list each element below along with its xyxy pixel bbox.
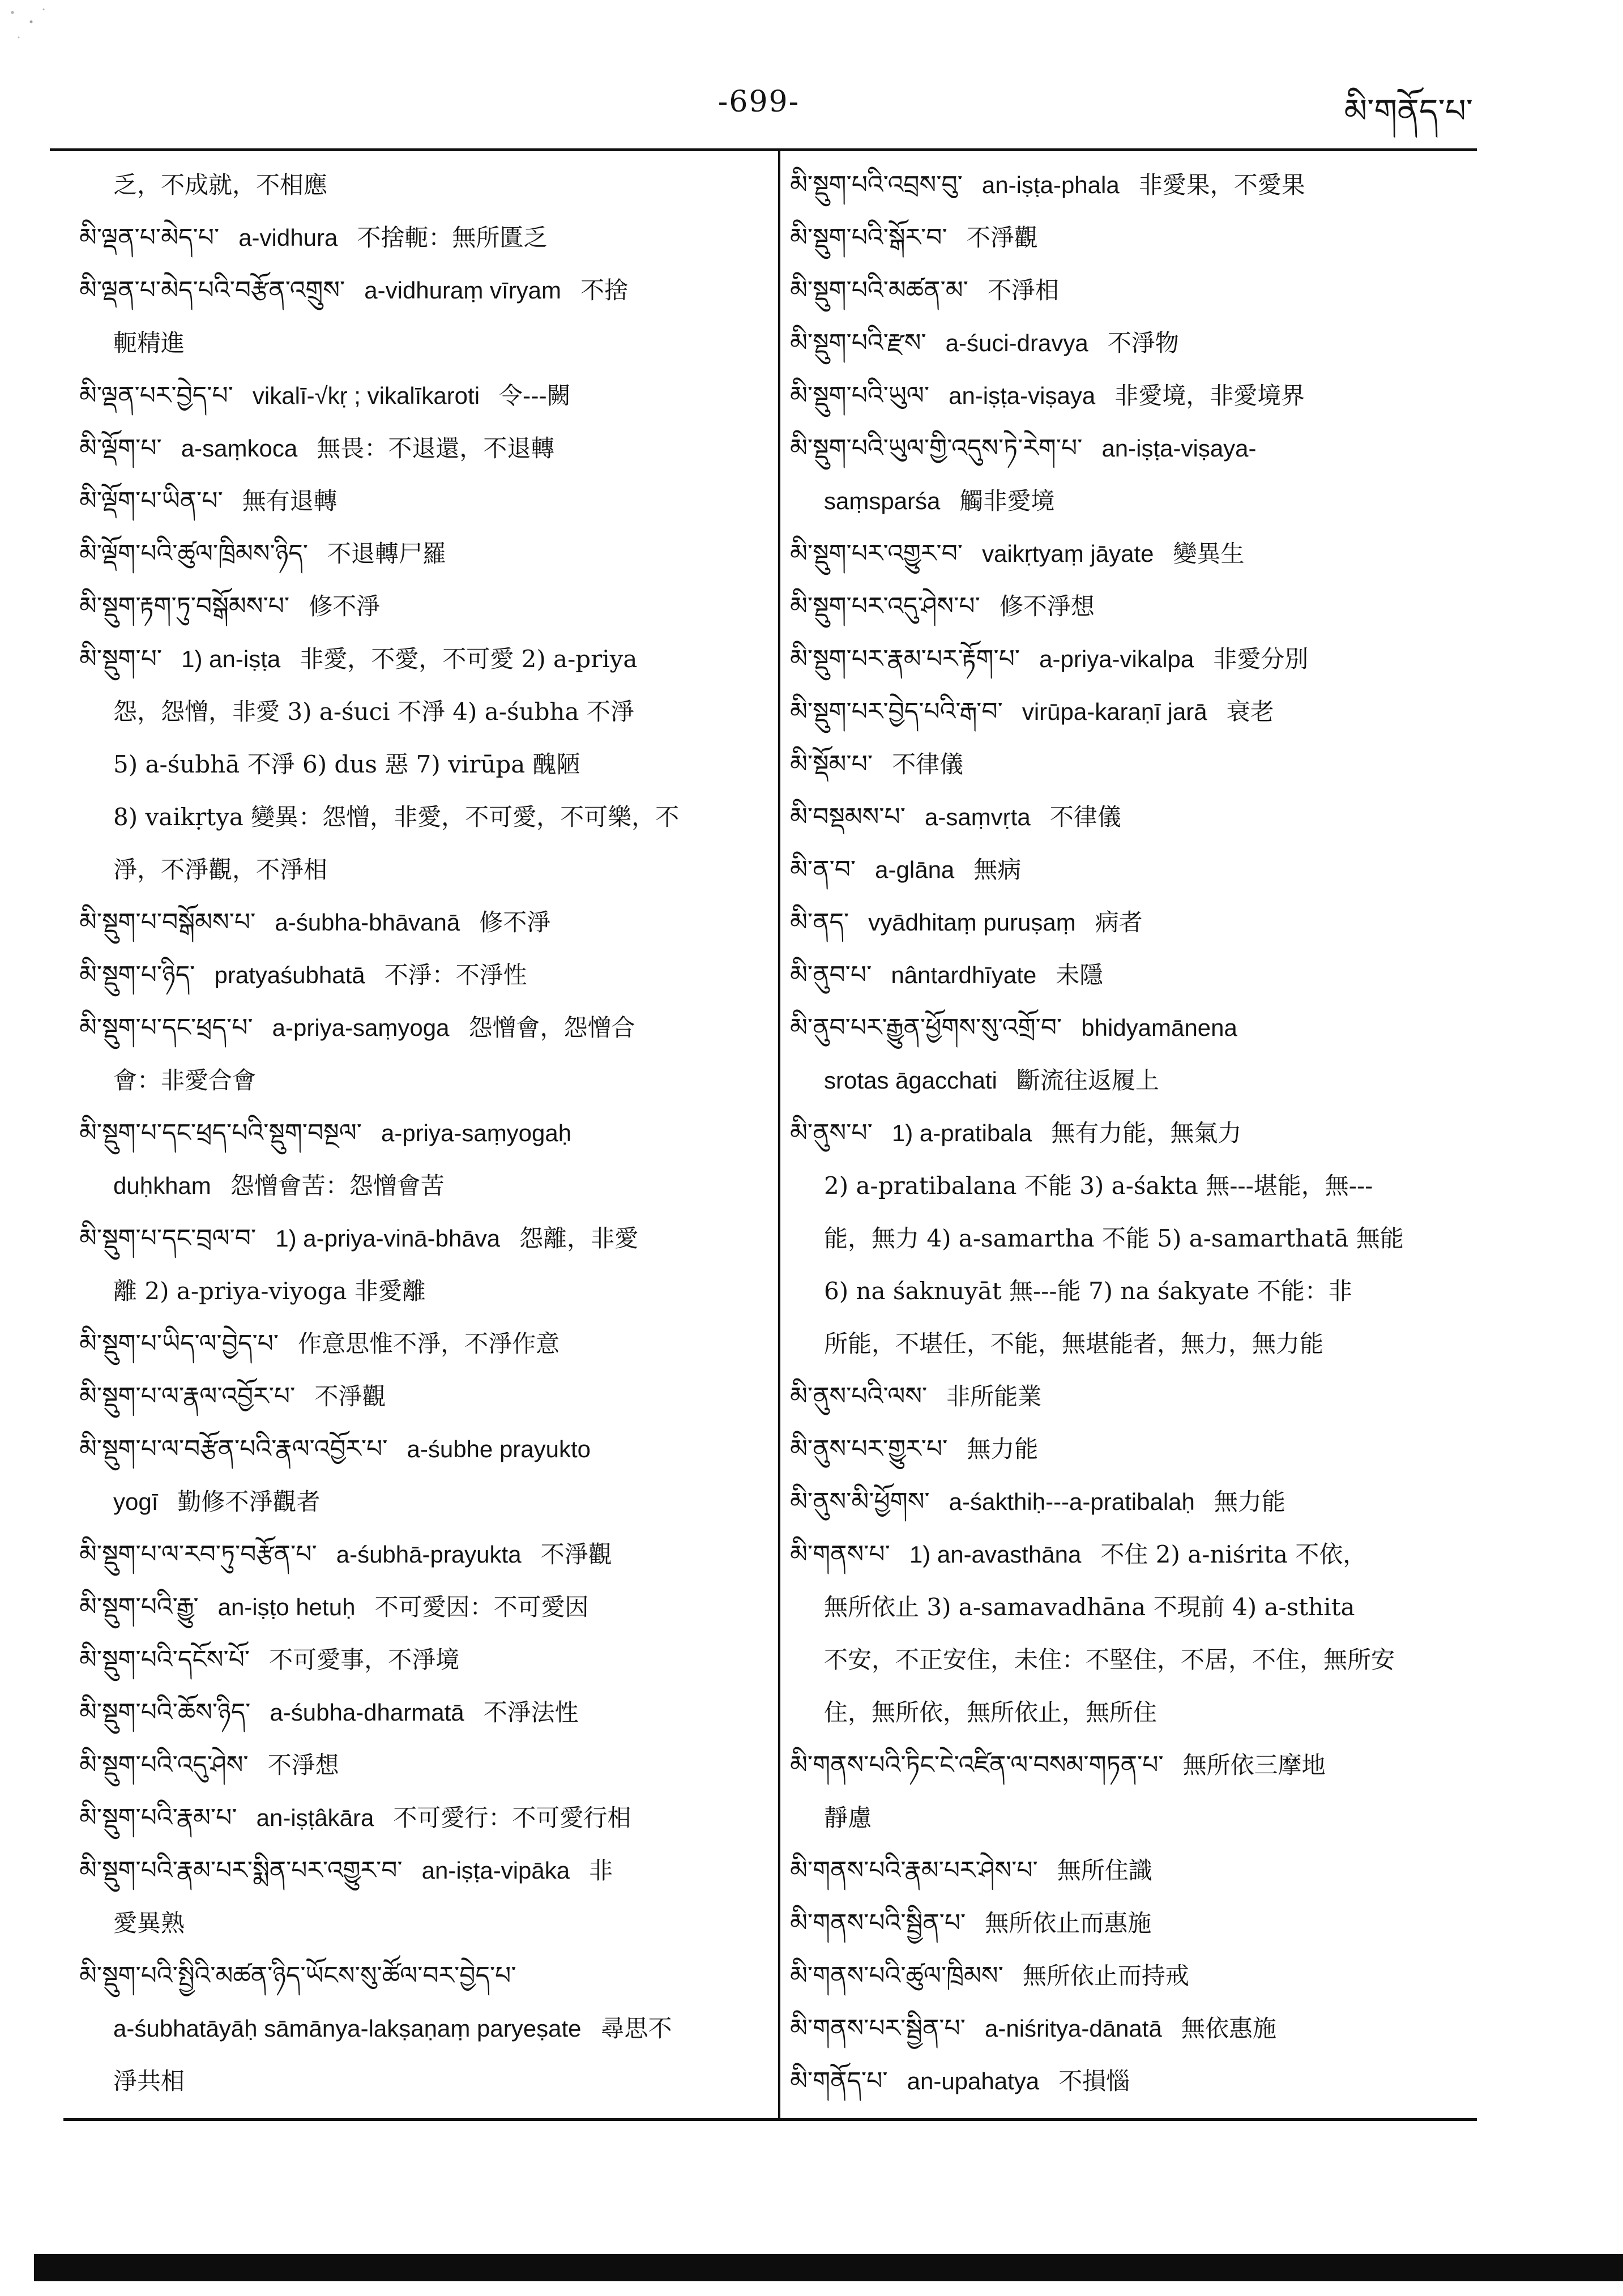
entry-line	[790, 896, 1475, 949]
sanskrit-equivalent: a-śubhatāyāḥ sāmānya-lakṣaṇaṃ paryeṣate	[113, 2015, 582, 2042]
sanskrit-equivalent: a-niśritya-dānatā	[984, 2015, 1162, 2042]
sanskrit-equivalent: a-śubha-dharmatā	[270, 1699, 464, 1726]
entry-line	[790, 317, 1475, 369]
sanskrit-equivalent: saṃsparśa	[824, 488, 941, 514]
right-column	[790, 159, 1475, 2107]
entry-line	[79, 369, 759, 422]
tibetan-headword: མི་གནས་པར་སྦྱིན་པ་	[790, 2014, 966, 2043]
entry-line	[79, 580, 759, 633]
entry-line	[790, 1317, 1475, 1370]
entry-line	[79, 159, 759, 211]
chinese-gloss: 不淨法性	[483, 1698, 579, 1726]
tibetan-headword: མི་ལྡོག་པ་	[79, 434, 162, 463]
chinese-gloss: 無力能	[1214, 1488, 1285, 1516]
entry-line	[790, 1054, 1475, 1107]
entry-line	[790, 843, 1475, 896]
sanskrit-equivalent: a-priya-saṃyogaḥ	[381, 1120, 572, 1146]
tibetan-headword: མི་ནུབ་པར་རྒྱུན་ཕྱོགས་སུ་འགྲོ་བ་	[790, 1013, 1062, 1042]
chinese-gloss: 變異生	[1173, 540, 1245, 567]
entry-line	[790, 211, 1475, 264]
chinese-gloss: 5) a-śubhā 不淨 6) dus 惡 7) virūpa 醜陋	[113, 750, 580, 778]
entry-line	[79, 422, 759, 475]
entry-line	[79, 1212, 759, 1265]
entry-line	[79, 1370, 759, 1423]
entry-line	[790, 1159, 1475, 1212]
chinese-gloss: 不淨觀	[314, 1382, 386, 1410]
entry-line	[79, 475, 759, 527]
chinese-gloss: 軛精進	[113, 329, 185, 357]
tibetan-headword: མི་སྡུག་པ་དང་ཕྲད་པའི་སྡུག་བསྔལ་	[79, 1119, 362, 1147]
chinese-gloss: 8) vaikṛtya 變異：怨憎，非愛，不可愛，不可樂，不	[113, 803, 680, 831]
entry-line	[790, 1897, 1475, 1949]
chinese-gloss: 不捨	[580, 276, 629, 304]
chinese-gloss: 非愛境，非愛境界	[1114, 382, 1305, 409]
chinese-gloss: 無有力能，無氣力	[1051, 1119, 1242, 1147]
chinese-gloss: 離 2) a-priya-viyoga 非愛離	[113, 1277, 426, 1305]
entry-line	[790, 1423, 1475, 1475]
chinese-gloss: 不淨相	[987, 276, 1059, 304]
tibetan-headword: མི་སྡུག་པ་ལ་བརྩོན་པའི་རྣལ་འབྱོར་པ་	[79, 1435, 388, 1463]
chinese-gloss: 2) a-pratibalana 不能 3) a-śakta 無---堪能，無---	[824, 1172, 1373, 1200]
tibetan-headword: མི་སྡུག་པ་	[79, 645, 163, 673]
tibetan-headword: མི་སྡུག་པའི་ཡུལ་གྱི་འདུས་ཏེ་རེག་པ་	[790, 434, 1083, 463]
tibetan-headword: མི་ནུས་པའི་ལས་	[790, 1382, 928, 1411]
entry-line	[790, 527, 1475, 580]
chinese-gloss: 淨，不淨觀，不淨相	[113, 856, 328, 884]
entry-line	[79, 1423, 759, 1475]
sanskrit-equivalent: a-priya-vikalpa	[1039, 646, 1194, 672]
chinese-gloss: 不退轉尸羅	[327, 540, 447, 567]
chinese-gloss: 不住 2) a-niśrita 不依，	[1100, 1540, 1367, 1568]
sanskrit-equivalent: virūpa-karaṇī jarā	[1022, 698, 1207, 725]
chinese-gloss: 無依惠施	[1181, 2015, 1276, 2042]
entry-line	[790, 2055, 1475, 2107]
sanskrit-equivalent: an-upahatya	[907, 2068, 1040, 2094]
chinese-gloss: 不捨軛：無所匱乏	[357, 224, 548, 251]
chinese-gloss: 非所能業	[946, 1382, 1042, 1410]
sanskrit-equivalent: a-śuci-dravya	[945, 330, 1088, 356]
tibetan-headword: མི་སྡོམ་པ་	[790, 750, 873, 779]
chinese-gloss: 非愛果，不愛果	[1138, 171, 1305, 199]
sanskrit-equivalent: a-saṃvṛta	[924, 804, 1031, 830]
entry-line	[79, 1791, 759, 1844]
chinese-gloss: 非	[589, 1857, 613, 1884]
chinese-gloss: 淨共相	[113, 2067, 185, 2095]
chinese-gloss: 觸非愛境	[959, 487, 1055, 515]
tibetan-headword: མི་སྡུག་པའི་འདུ་ཤེས་	[79, 1751, 249, 1779]
tibetan-headword: མི་སྡུག་པ་དང་ཕྲད་པ་	[79, 1013, 253, 1042]
sanskrit-equivalent: an-iṣṭa-vipāka	[421, 1857, 570, 1884]
entry-line	[79, 1949, 759, 2002]
entry-line	[79, 843, 759, 896]
entry-line	[79, 949, 759, 1001]
tibetan-headword: མི་སྡུག་པའི་འབྲས་བུ་	[790, 170, 963, 199]
entry-line	[79, 264, 759, 317]
entry-line	[790, 159, 1475, 211]
entry-line	[79, 1581, 759, 1633]
chinese-gloss: 修不淨	[309, 592, 381, 620]
chinese-gloss: 不淨觀	[540, 1540, 612, 1568]
entry-line	[79, 527, 759, 580]
sanskrit-equivalent: a-vidhuraṃ vīryam	[364, 277, 562, 304]
tibetan-headword: མི་སྡུག་པར་འགྱུར་བ་	[790, 539, 963, 568]
entry-line	[790, 1633, 1475, 1686]
entry-line	[790, 1686, 1475, 1739]
chinese-gloss: 不淨想	[267, 1751, 339, 1779]
chinese-gloss: 無畏：不退還，不退轉	[317, 434, 555, 462]
scan-speck	[0, 0, 62, 62]
tibetan-headword: མི་ན་བ་	[790, 855, 856, 884]
sanskrit-equivalent: a-vidhura	[238, 224, 338, 251]
tibetan-headword: མི་སྡུག་པར་བྱེད་པའི་རྒ་བ་	[790, 697, 1003, 726]
tibetan-headword: མི་སྡུག་པའི་ཡུལ་	[790, 381, 930, 410]
tibetan-headword: མི་ནུས་པ་	[790, 1119, 873, 1147]
entry-line	[790, 1475, 1475, 1528]
sanskrit-equivalent: an-iṣṭa-viṣaya	[949, 382, 1096, 409]
chinese-gloss: 非愛，不愛，不可愛 2) a-priya	[300, 645, 638, 673]
sanskrit-equivalent: a-śakthiḥ---a-pratibalaḥ	[949, 1488, 1195, 1515]
tibetan-headword: མི་སྡུག་པ་དང་བྲལ་བ་	[79, 1224, 257, 1253]
entry-line	[79, 791, 759, 843]
tibetan-headword: མི་སྡུག་པའི་རྣམ་པར་སྨིན་པར་འགྱུར་བ་	[79, 1856, 403, 1885]
page-number: -699-	[717, 85, 800, 119]
entry-line	[790, 949, 1475, 1001]
chinese-gloss: 修不淨想	[999, 592, 1095, 620]
entry-line	[790, 738, 1475, 791]
sanskrit-equivalent: a-glāna	[875, 856, 955, 883]
chinese-gloss: 不律儀	[1049, 803, 1121, 831]
sanskrit-equivalent: an-iṣṭa-viṣaya-	[1101, 435, 1257, 462]
tibetan-headword: མི་སྡུག་པའི་རྫས་	[790, 328, 926, 357]
tibetan-headword: མི་ནུབ་པ་	[790, 961, 872, 989]
chinese-gloss: 不損惱	[1058, 2067, 1130, 2095]
sanskrit-equivalent: yogī	[113, 1488, 159, 1515]
entry-line	[790, 580, 1475, 633]
sanskrit-equivalent: a-priya-saṃyoga	[272, 1014, 450, 1041]
sanskrit-equivalent: bhidyamānena	[1081, 1014, 1237, 1041]
entry-line	[79, 685, 759, 738]
sanskrit-equivalent: 1) a-priya-vinā-bhāva	[275, 1225, 501, 1252]
sanskrit-equivalent: a-śubha-bhāvanā	[275, 909, 460, 936]
entry-line	[79, 1686, 759, 1739]
entry-line	[790, 422, 1475, 475]
tibetan-headword: མི་གནས་པའི་ཚུལ་ཁྲིམས་	[790, 1961, 1003, 1990]
entry-line	[79, 633, 759, 685]
tibetan-headword: མི་ནུས་པར་གྱུར་པ་	[790, 1435, 948, 1463]
chinese-gloss: 修不淨	[479, 908, 551, 936]
tibetan-headword: མི་གནས་པའི་ཏིང་ངེ་འཛིན་ལ་བསམ་གཏན་པ་	[790, 1751, 1164, 1779]
entry-line	[790, 1581, 1475, 1633]
chinese-gloss: 令---闕	[499, 382, 571, 409]
sanskrit-equivalent: pratyaśubhatā	[214, 962, 365, 988]
scan-edge-bar	[34, 2254, 1623, 2281]
entry-line	[790, 2002, 1475, 2055]
entry-line	[790, 369, 1475, 422]
tibetan-headword: མི་ནད་	[790, 908, 849, 937]
entry-line	[79, 1054, 759, 1107]
entry-line	[790, 1739, 1475, 1791]
tibetan-headword: མི་སྡུག་པའི་རྣམ་པ་	[79, 1803, 237, 1832]
top-rule	[50, 148, 1477, 151]
entry-line	[79, 317, 759, 369]
tibetan-headword: མི་སྡུག་པའི་མཚན་མ་	[790, 276, 968, 305]
chinese-gloss: 不可愛事，不淨境	[269, 1646, 460, 1674]
entry-line	[79, 1739, 759, 1791]
entry-line	[790, 1528, 1475, 1581]
chinese-gloss: 勤修不淨觀者	[177, 1488, 321, 1516]
entry-line	[79, 1528, 759, 1581]
entry-line	[790, 1212, 1475, 1265]
sanskrit-equivalent: vikalī-√kṛ ; vikalīkaroti	[252, 382, 480, 409]
tibetan-headword: མི་སྡུག་པའི་དངོས་པོ་	[79, 1645, 250, 1674]
entry-line	[79, 1475, 759, 1528]
sanskrit-equivalent: 1) an-avasthāna	[909, 1541, 1082, 1568]
chinese-gloss: 靜慮	[824, 1804, 872, 1832]
chinese-gloss: 怨，怨憎，非愛 3) a-śuci 不淨 4) a-śubha 不淨	[113, 698, 634, 725]
chinese-gloss: 能，無力 4) a-samartha 不能 5) a-samarthatā 無能	[824, 1224, 1404, 1252]
entry-line	[790, 1370, 1475, 1423]
chinese-gloss: 愛異熟	[113, 1909, 185, 1937]
entry-line	[79, 1844, 759, 1897]
chinese-gloss: 無有退轉	[242, 487, 338, 515]
chinese-gloss: 尋思不	[600, 2015, 672, 2042]
chinese-gloss: 無所住識	[1057, 1857, 1152, 1884]
entry-line	[79, 1317, 759, 1370]
entry-line	[79, 1265, 759, 1317]
entry-line	[790, 475, 1475, 527]
tibetan-headword: མི་སྡུག་པར་འདུ་ཤེས་པ་	[790, 592, 980, 621]
chinese-gloss: 所能，不堪任，不能，無堪能者，無力，無力能	[824, 1330, 1324, 1358]
tibetan-headword: མི་སྡུག་པ་ལ་རྣལ་འབྱོར་པ་	[79, 1382, 296, 1411]
entry-line	[790, 1791, 1475, 1844]
entry-line	[79, 2055, 759, 2107]
entry-line	[79, 1001, 759, 1054]
entry-line	[790, 1265, 1475, 1317]
sanskrit-equivalent: 1) a-pratibala	[891, 1120, 1032, 1146]
tibetan-headword: མི་སྡུག་པའི་སྤྱིའི་མཚན་ཉིད་ཡོངས་སུ་ཚོལ་བར་བྱེད་པ་	[79, 1961, 516, 1990]
entry-line	[790, 791, 1475, 843]
sanskrit-equivalent: an-iṣṭo hetuḥ	[217, 1594, 356, 1620]
tibetan-headword: མི་གནོད་པ་	[790, 2067, 888, 2096]
tibetan-headword: མི་ནུས་མི་ཕྱོགས་	[790, 1487, 930, 1516]
chinese-gloss: 無所依止而持戒	[1022, 1962, 1189, 1990]
chinese-gloss: 無所依止而惠施	[985, 1909, 1152, 1937]
tibetan-headword: མི་ལྡན་པ་མེད་པའི་བརྩོན་འགྲུས་	[79, 276, 345, 305]
tibetan-headword: མི་སྡུག་པ་ལ་རབ་ཏུ་བརྩོན་པ་	[79, 1540, 317, 1569]
tibetan-headword: མི་ལྡན་པ་མེད་པ་	[79, 223, 220, 252]
chinese-gloss: 非愛分別	[1213, 645, 1309, 673]
entry-line	[79, 1897, 759, 1949]
sanskrit-equivalent: a-śubhe prayukto	[407, 1436, 591, 1462]
sanskrit-equivalent: an-iṣṭâkāra	[256, 1804, 374, 1831]
tibetan-headword: མི་བསྡམས་པ་	[790, 803, 906, 831]
chinese-gloss: 怨離，非愛	[519, 1224, 639, 1252]
sanskrit-equivalent: duḥkham	[113, 1172, 211, 1199]
entry-line	[790, 633, 1475, 685]
chinese-gloss: 無所依止 3) a-samavadhāna 不現前 4) a-sthita	[824, 1593, 1355, 1621]
entry-line	[790, 264, 1475, 317]
entry-line	[79, 1159, 759, 1212]
sanskrit-equivalent: an-iṣṭa-phala	[981, 172, 1120, 198]
tibetan-headword: མི་སྡུག་པའི་རྒྱུ་	[79, 1593, 199, 1621]
tibetan-headword: མི་སྡུག་རྟག་ཏུ་བསྒོམས་པ་	[79, 592, 290, 621]
chinese-gloss: 怨憎會，怨憎合	[468, 1014, 635, 1042]
entry-line	[790, 1949, 1475, 2002]
chinese-gloss: 會：非愛合會	[113, 1066, 257, 1094]
chinese-gloss: 住，無所依，無所依止，無所住	[824, 1698, 1158, 1726]
chinese-gloss: 不可愛因：不可愛因	[374, 1593, 589, 1621]
left-column	[79, 159, 759, 2107]
chinese-gloss: 不安，不正安住，未住：不堅住，不居，不住，無所安	[824, 1646, 1395, 1674]
tibetan-headword: མི་ལྡན་པར་བྱེད་པ་	[79, 381, 233, 410]
sanskrit-equivalent: nântardhīyate	[891, 962, 1037, 988]
entry-line	[790, 1844, 1475, 1897]
entry-line	[79, 2002, 759, 2055]
entry-line	[790, 1107, 1475, 1159]
chinese-gloss: 無所依三摩地	[1182, 1751, 1326, 1779]
bottom-rule	[63, 2118, 1477, 2121]
chinese-gloss: 斷流往返履上	[1016, 1066, 1159, 1094]
tibetan-headword: མི་གནས་པའི་སྦྱིན་པ་	[790, 1909, 966, 1937]
tibetan-headword: མི་སྡུག་པ་བསྒོམས་པ་	[79, 908, 256, 937]
tibetan-headword: མི་སྡུག་པའི་ཆོས་ཉིད་	[79, 1698, 251, 1727]
entry-line	[79, 896, 759, 949]
chinese-gloss: 衰老	[1226, 698, 1274, 725]
tibetan-headword: མི་སྡུག་པ་ཉིད་	[79, 961, 195, 989]
tibetan-headword: མི་གནས་པའི་རྣམ་པར་ཤེས་པ་	[790, 1856, 1038, 1885]
entry-line	[79, 211, 759, 264]
column-divider	[778, 148, 780, 2120]
chinese-gloss: 作意思惟不淨，不淨作意	[298, 1330, 560, 1358]
tibetan-headword: མི་གནས་པ་	[790, 1540, 890, 1569]
chinese-gloss: 無病	[973, 856, 1022, 884]
chinese-gloss: 不淨：不淨性	[384, 961, 527, 989]
tibetan-headword: མི་སྡུག་པར་རྣམ་པར་རྟོག་པ་	[790, 645, 1020, 673]
chinese-gloss: 無力能	[967, 1435, 1039, 1463]
chinese-gloss: 乏，不成就，不相應	[113, 171, 328, 199]
chinese-gloss: 不淨觀	[966, 224, 1038, 251]
sanskrit-equivalent: a-saṃkoca	[181, 435, 298, 462]
tibetan-headword: མི་སྡུག་པའི་སྒོར་བ་	[790, 223, 947, 252]
sanskrit-equivalent: 1) an-iṣṭa	[181, 646, 281, 672]
sanskrit-equivalent: vaikṛtyaṃ jāyate	[982, 540, 1154, 567]
chinese-gloss: 怨憎會苦：怨憎會苦	[230, 1172, 445, 1200]
chinese-gloss: 未隱	[1056, 961, 1104, 989]
entry-line	[790, 685, 1475, 738]
tibetan-headword: མི་ལྡོག་པའི་ཚུལ་ཁྲིམས་ཉིད་	[79, 539, 309, 568]
tibetan-headword: མི་སྡུག་པ་ཡིད་ལ་བྱེད་པ་	[79, 1329, 279, 1358]
entry-line	[79, 1107, 759, 1159]
sanskrit-equivalent: vyādhitaṃ puruṣaṃ	[868, 909, 1076, 936]
chinese-gloss: 6) na śaknuyāt 無---能 7) na śakyate 不能：非	[824, 1277, 1352, 1305]
entry-line	[79, 738, 759, 791]
sanskrit-equivalent: srotas āgacchati	[824, 1067, 997, 1094]
entry-line	[79, 1633, 759, 1686]
sanskrit-equivalent: a-śubhā-prayukta	[336, 1541, 522, 1568]
chinese-gloss: 不可愛行：不可愛行相	[393, 1804, 631, 1832]
tibetan-headword: མི་ལྡོག་པ་ཡིན་པ་	[79, 486, 223, 515]
chinese-gloss: 不淨物	[1107, 329, 1179, 357]
entry-line	[790, 1001, 1475, 1054]
chinese-gloss: 病者	[1095, 908, 1143, 936]
running-head: མི་གནོད་པ་	[1344, 92, 1473, 130]
chinese-gloss: 不律儀	[892, 750, 964, 778]
